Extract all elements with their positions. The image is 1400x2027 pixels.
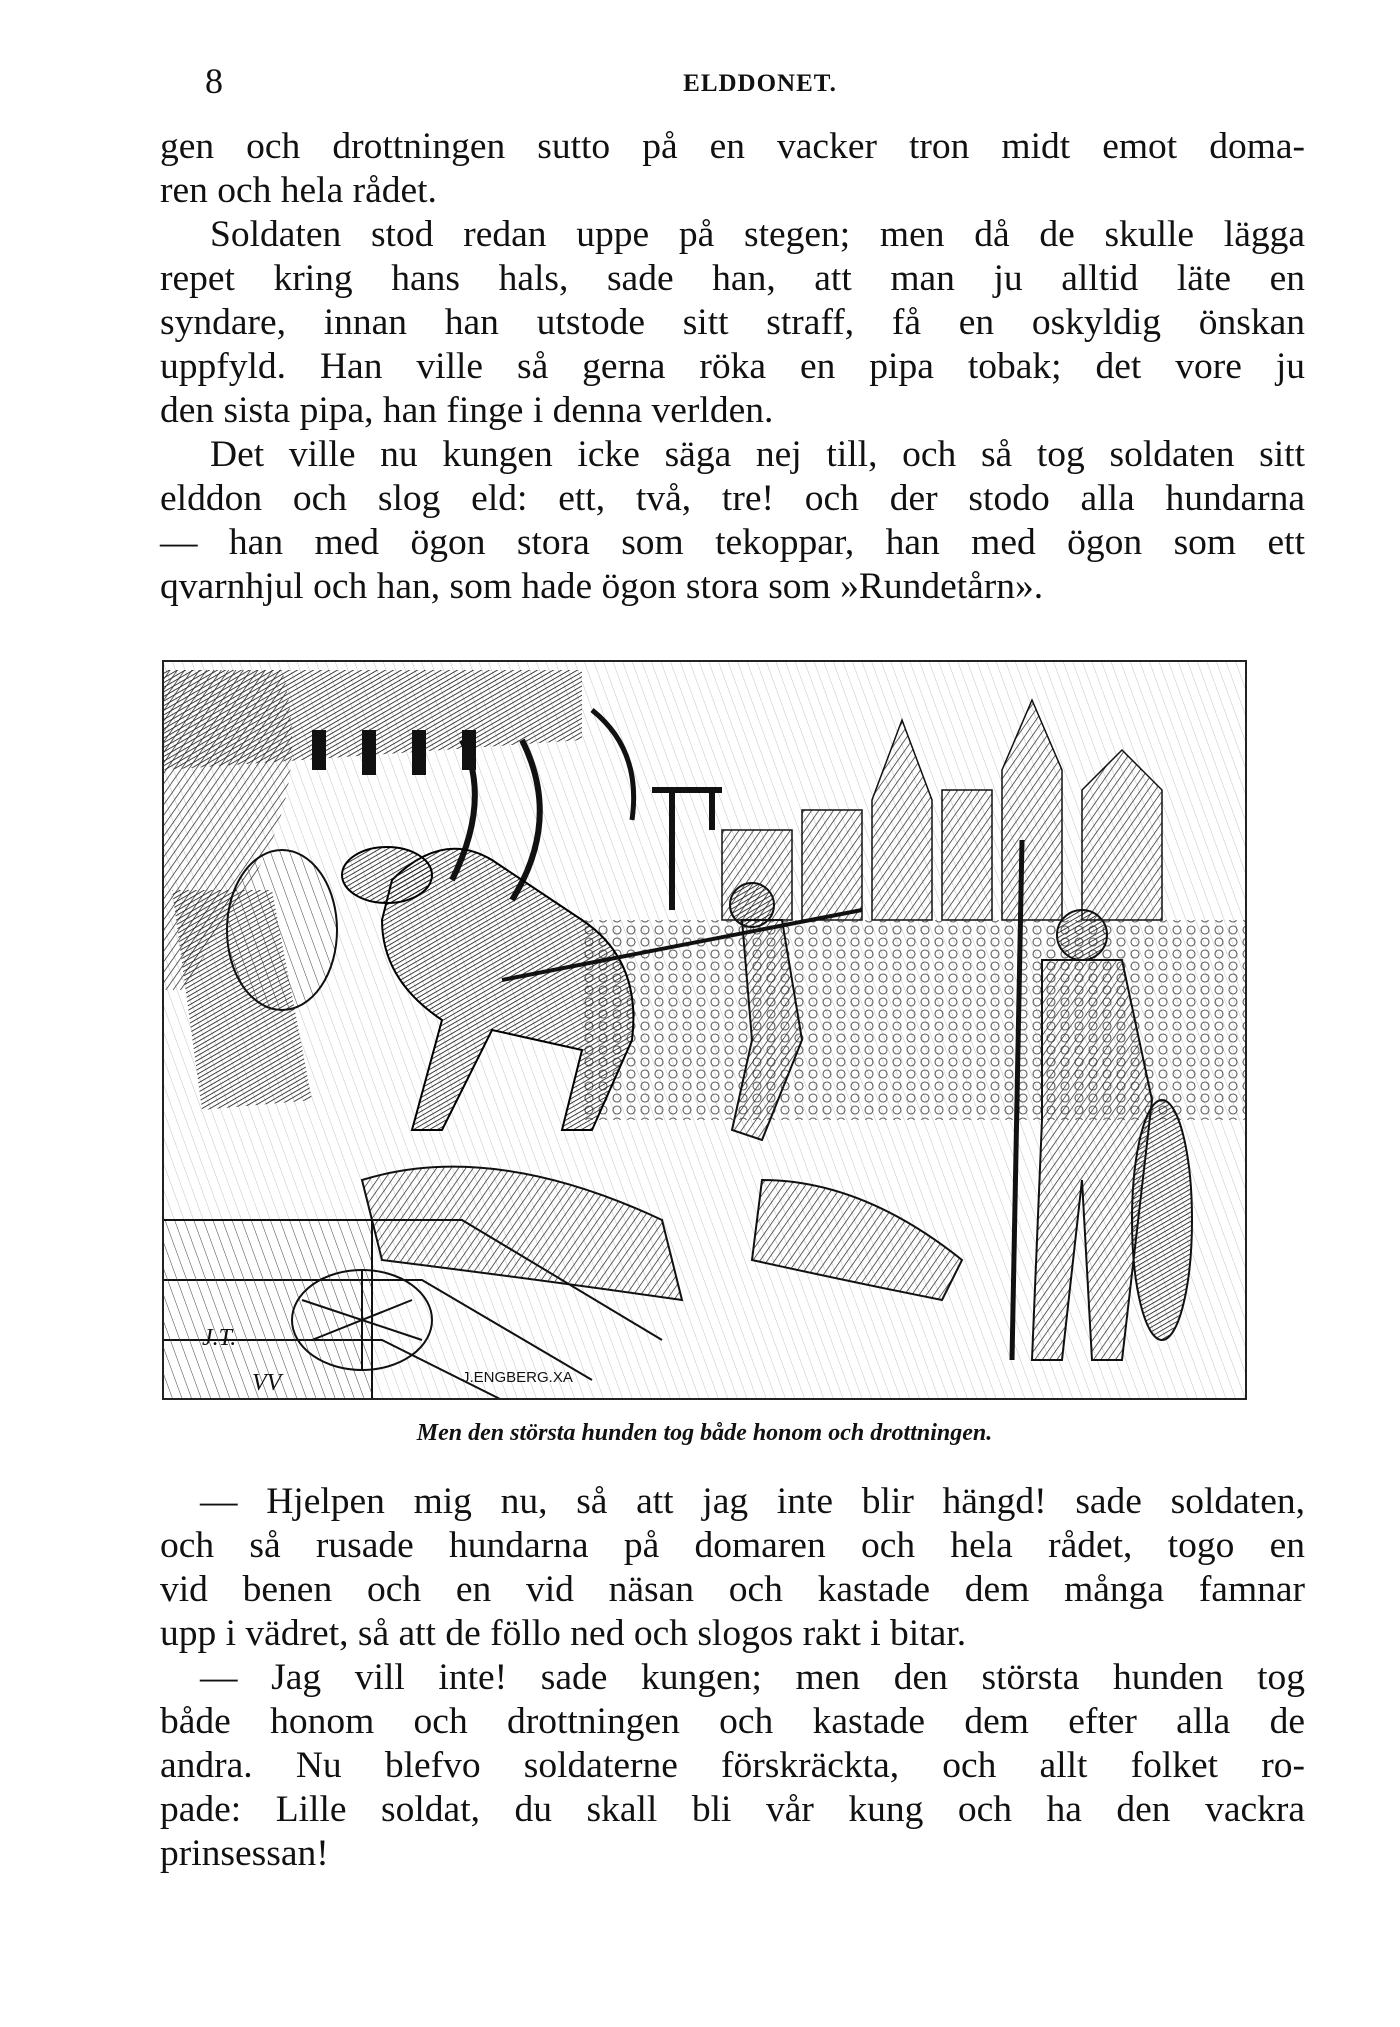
text-line: repet kring hans hals, sade han, att man ju alltid läte en [160,258,1305,299]
text-line: både honom och drottningen och kastade dem efter alla de [160,1701,1305,1742]
text-line: syndare, innan han utstode sitt straff, få en oskyldig önskan [160,302,1305,343]
engraver-signature: J.ENGBERG.XA [462,1369,573,1386]
top-text-block [160,125,1305,609]
illustration-caption: Men den största hunden tog både honom och drottningen. [416,1420,993,1446]
text-line: gen och drottningen sutto på en vacker tron midt emot doma- [160,126,1305,167]
text-line: pade: Lille soldat, du skall bli vår kung och ha den vackra [160,1789,1305,1830]
illustration-engraving [162,660,1247,1400]
text-line: — Hjelpen mig nu, så att jag inte blir hängd! sade soldaten, [200,1481,1305,1522]
text-line: qvarnhjul och han, som hade ögon stora som »Rundetårn». [160,566,1044,607]
text-line: andra. Nu blefvo soldaterne förskräckta, och allt folket ro- [160,1745,1305,1786]
text-line: ren och hela rådet. [160,170,437,211]
page-header [205,60,1315,110]
text-line: den sista pipa, han finge i denna verlden. [160,390,774,431]
bottom-text-block [160,1480,1305,1876]
text-line: och så rusade hundarna på domaren och hela rådet, togo en [160,1525,1305,1566]
signature-bottom: VV [252,1370,282,1396]
page-number: 8 [205,61,223,101]
text-line: vid benen och en vid näsan och kastade dem många famnar [160,1569,1305,1610]
text-line: upp i vädret, så att de föllo ned och slogos rakt i bitar. [160,1613,967,1654]
signature-left: J.T. [202,1325,237,1351]
text-line: prinsessan! [160,1833,329,1874]
text-line: elddon och slog eld: ett, två, tre! och der stodo alla hundarna [160,478,1305,519]
text-line: Det ville nu kungen icke säga nej till, och så tog soldaten sitt [210,434,1305,475]
running-title: ELDDONET. [683,70,837,97]
text-line: uppfyld. Han ville så gerna röka en pipa tobak; det vore ju [160,346,1305,387]
text-line: Soldaten stod redan uppe på stegen; men då de skulle lägga [210,214,1305,255]
text-line: — Jag vill inte! sade kungen; men den största hunden tog [200,1657,1305,1698]
text-line: — han med ögon stora som tekoppar, han med ögon som ett [160,522,1305,563]
